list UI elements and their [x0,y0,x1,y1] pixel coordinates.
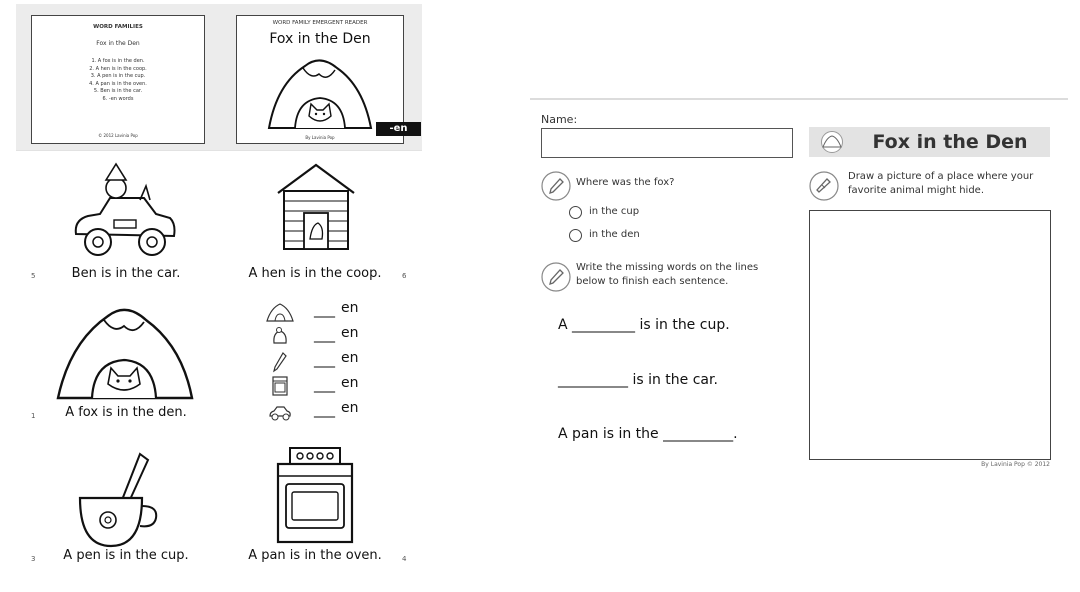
name-label: Name: [541,113,578,126]
suffix-en: en [341,400,359,416]
word-list-item: 2. A hen is in the coop. [89,65,147,72]
blank-line: ___ [314,377,335,393]
page-number: 3 [31,555,36,563]
reader-cover-byline: By Lavinia Pop [305,135,335,140]
blank-line: ___ [314,302,335,318]
word-list-item: 1. A fox is in the den. [91,58,145,64]
den-icon [266,302,294,322]
page-caption: A fox is in the den. [65,405,187,420]
worksheet-title: Fox in the Den [872,131,1028,153]
cup-illustration [76,452,162,548]
suffix-en: en [341,300,359,316]
page-caption: A pen is in the cup. [63,548,189,563]
oven-illustration [276,446,354,544]
draw-prompt: Draw a picture of a place where your favorite animal might hide. [848,171,1034,196]
hen-icon [271,327,289,347]
page-caption: A hen is in the coop. [248,266,382,281]
crayon-icon [809,171,839,201]
word-family-rows [262,300,382,424]
sentence-fill-blank: A pan is in the __________. [558,426,738,442]
pen-icon [273,352,287,372]
page-number: 4 [402,555,407,563]
word-list-item: 4. A pan is in the oven. [89,80,147,87]
blank-line: ___ [314,327,335,343]
option-in-cup-radio[interactable] [569,206,582,219]
sentence-fill-blank: A _________ is in the cup. [558,317,730,333]
wf-row [262,400,382,424]
name-field[interactable] [541,128,793,158]
word-list-item: 6. -en words [102,95,134,102]
word-list-title: Fox in the Den [96,40,140,47]
option-label: in the cup [589,206,640,217]
page-number: 1 [31,412,36,420]
instruction-missing-words: Write the missing words on the lines below to finish each sentence. [576,262,759,287]
den-icon [818,131,846,153]
suffix-badge: -en [376,122,421,136]
option-in-den-radio[interactable] [569,229,582,242]
booklet-divider [16,150,422,151]
page-caption: Ben is in the car. [71,266,181,281]
word-list-item: 5. Ben is in the car. [93,88,143,94]
suffix-en: en [341,375,359,391]
reader-cover-header: WORD FAMILY EMERGENT READER [272,20,368,26]
page-number: 6 [402,272,407,280]
word-list-item: 3. A pen is in the cup. [90,73,146,79]
wf-row [262,300,382,324]
ben-icon [268,403,292,421]
sentence-fill-blank: __________ is in the car. [558,372,718,388]
reader-cover-title: Fox in the Den [269,31,371,47]
drawing-box[interactable] [809,210,1051,460]
word-list-cover [31,15,205,144]
option-label: in the den [589,229,640,240]
blank-line: ___ [314,352,335,368]
wf-row [262,325,382,349]
word-list-header: WORD FAMILIES [93,24,143,30]
suffix-en: en [341,325,359,341]
question-where-fox: Where was the fox? [576,177,675,188]
car-illustration [70,164,178,260]
den-illustration [265,54,375,132]
pan-icon [272,376,288,396]
wf-row [262,375,382,399]
blank-line: ___ [314,402,335,418]
pencil-icon [541,171,571,201]
suffix-en: en [341,350,359,366]
word-list-copyright: © 2012 Lavinia Pop [98,133,138,138]
den-illustration [54,302,196,402]
wf-row [262,350,382,374]
page-number: 5 [31,272,36,280]
word-list-items [32,58,204,103]
worksheet-byline: By Lavinia Pop © 2012 [981,461,1050,468]
coop-illustration [276,163,356,255]
page-caption: A pan is in the oven. [248,548,382,563]
pencil-icon [541,262,571,292]
